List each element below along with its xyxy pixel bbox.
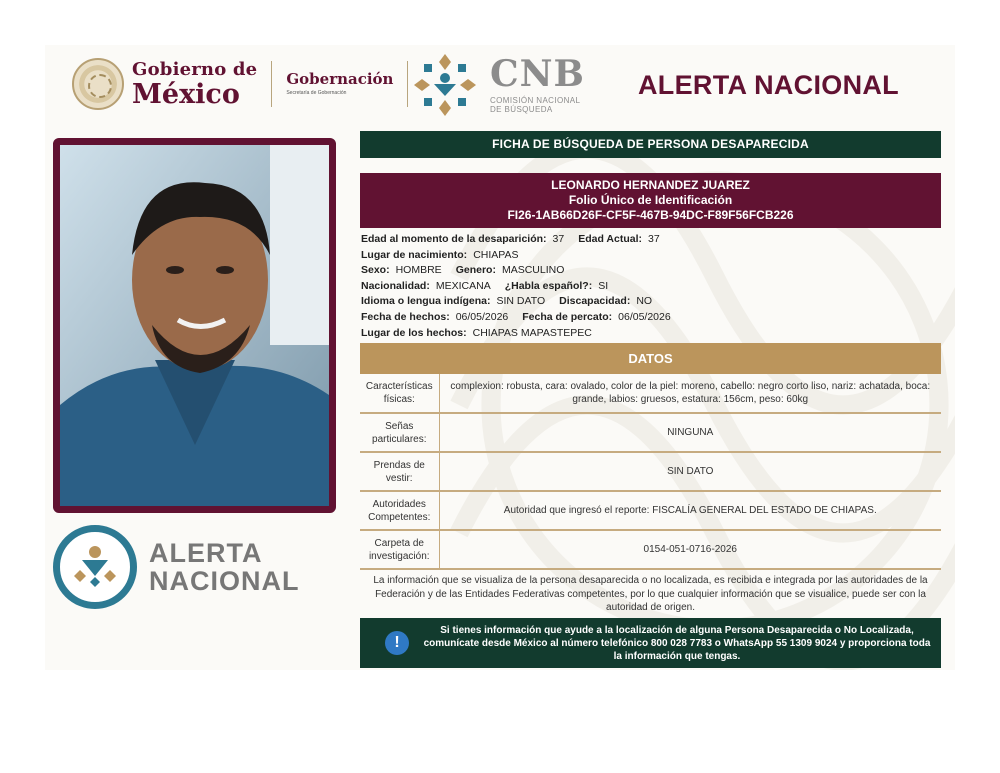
table-row (360, 452, 941, 491)
cnb-acronym: CNB (490, 52, 585, 95)
divider (271, 61, 272, 107)
table-row (360, 530, 941, 569)
cnb-sub-line2: DE BÚSQUEDA (490, 105, 553, 114)
edad-desap-label: Edad al momento de la desaparición: (361, 233, 547, 245)
datos-value: complexion: robusta, cara: ovalado, color de la piel: moreno, cabello: negro corto liso, nariz: achatada, boca: grande, labios: gruesos, estatura: 156cm, peso: 60kg (439, 374, 941, 413)
nacionalidad-value: MEXICANA (435, 279, 491, 292)
contact-message: Si tienes información que ayude a la localización de alguna Persona Desaparecida o No Localizada, comunícate desde México al número telefónico 800 028 7783 o WhatsApp 55 1309 9024 y proporciona toda la información que tengas. (423, 624, 931, 662)
fecha-hechos-value: 06/05/2026 (455, 310, 509, 323)
sexo-value: HOMBRE (395, 264, 442, 277)
cnb-logo (412, 52, 585, 118)
edad-desap-value: 37 (552, 233, 565, 245)
fecha-percato-value: 06/05/2026 (618, 310, 671, 323)
folio-label: Folio Único de Identificación (568, 193, 733, 207)
person-name: LEONARDO HERNANDEZ JUAREZ (551, 178, 750, 192)
person-info-block (361, 232, 941, 341)
table-row (360, 374, 941, 413)
genero-value: MASCULINO (501, 264, 565, 277)
contact-info-bar (360, 618, 941, 668)
datos-key: Señas particulares: (360, 413, 439, 452)
table-row (360, 413, 941, 452)
alerta-logo-line1: ALERTA (149, 537, 263, 568)
person-photo-illustration (60, 145, 329, 506)
datos-value: NINGUNA (439, 413, 941, 452)
gobierno-mexico-logo (72, 58, 422, 110)
habla-value: SI (598, 279, 609, 292)
discapacidad-label: Discapacidad: (559, 295, 631, 308)
missing-person-photo (53, 138, 336, 513)
gobierno-line1: Gobierno de (132, 58, 258, 80)
exclamation-icon: ! (385, 631, 409, 655)
alerta-emblem-icon (53, 525, 137, 609)
cnb-emblem-icon (412, 52, 478, 118)
national-seal-icon (72, 58, 124, 110)
table-row (360, 491, 941, 530)
datos-value: SIN DATO (439, 452, 941, 491)
datos-key: Características físicas: (360, 374, 439, 413)
ficha-title-bar: FICHA DE BÚSQUEDA DE PERSONA DESAPARECIDA (360, 131, 941, 158)
lugar-hechos-value: CHIAPAS MAPASTEPEC (472, 326, 592, 339)
datos-title-bar: DATOS (360, 343, 941, 374)
lugar-nac-label: Lugar de nacimiento: (361, 248, 468, 261)
gobernacion-sub: Secretaría de Gobernación (286, 90, 347, 96)
datos-key: Autoridades Competentes: (360, 491, 439, 530)
habla-label: ¿Habla español?: (504, 279, 593, 292)
datos-key: Prendas de vestir: (360, 452, 439, 491)
fecha-hechos-label: Fecha de hechos: (361, 310, 450, 323)
nacionalidad-label: Nacionalidad: (361, 279, 430, 292)
gobierno-line2: México (132, 78, 240, 110)
lugar-nac-value: CHIAPAS (473, 248, 519, 261)
person-name-bar (360, 173, 941, 228)
alerta-nacional-title: ALERTA NACIONAL (638, 70, 899, 100)
genero-label: Genero: (455, 264, 496, 277)
alerta-nacional-logo (53, 525, 300, 609)
edad-actual-value: 37 (648, 233, 660, 245)
discapacidad-value: NO (636, 295, 653, 308)
datos-value: 0154-051-0716-2026 (439, 530, 941, 569)
datos-key: Carpeta de investigación: (360, 530, 439, 569)
gobernacion-label: Gobernación (286, 70, 394, 88)
idioma-value: SIN DATO (496, 295, 546, 308)
divider (407, 61, 408, 107)
sexo-label: Sexo: (361, 264, 390, 277)
cnb-sub-line1: COMISIÓN NACIONAL (490, 95, 581, 105)
lugar-hechos-label: Lugar de los hechos: (361, 326, 467, 339)
idioma-label: Idioma o lengua indígena: (361, 295, 491, 308)
alerta-logo-line2: NACIONAL (149, 566, 300, 596)
datos-table (360, 374, 941, 570)
datos-value: Autoridad que ingresó el reporte: FISCALÍA GENERAL DEL ESTADO DE CHIAPAS. (439, 491, 941, 530)
fecha-percato-label: Fecha de percato: (522, 310, 613, 323)
disclaimer-text: La información que se visualiza de la persona desaparecida o no localizada, es recibida e integrada por las autoridades de la Federación y de las Entidades Federativas competentes, por lo que cualquier información que se visualice, puede ser con la autoridad de origen. (373, 575, 928, 613)
folio-value: FI26-1AB66D26F-CF5F-467B-94DC-F89F56FCB226 (507, 208, 794, 222)
edad-actual-label: Edad Actual: (578, 233, 643, 245)
